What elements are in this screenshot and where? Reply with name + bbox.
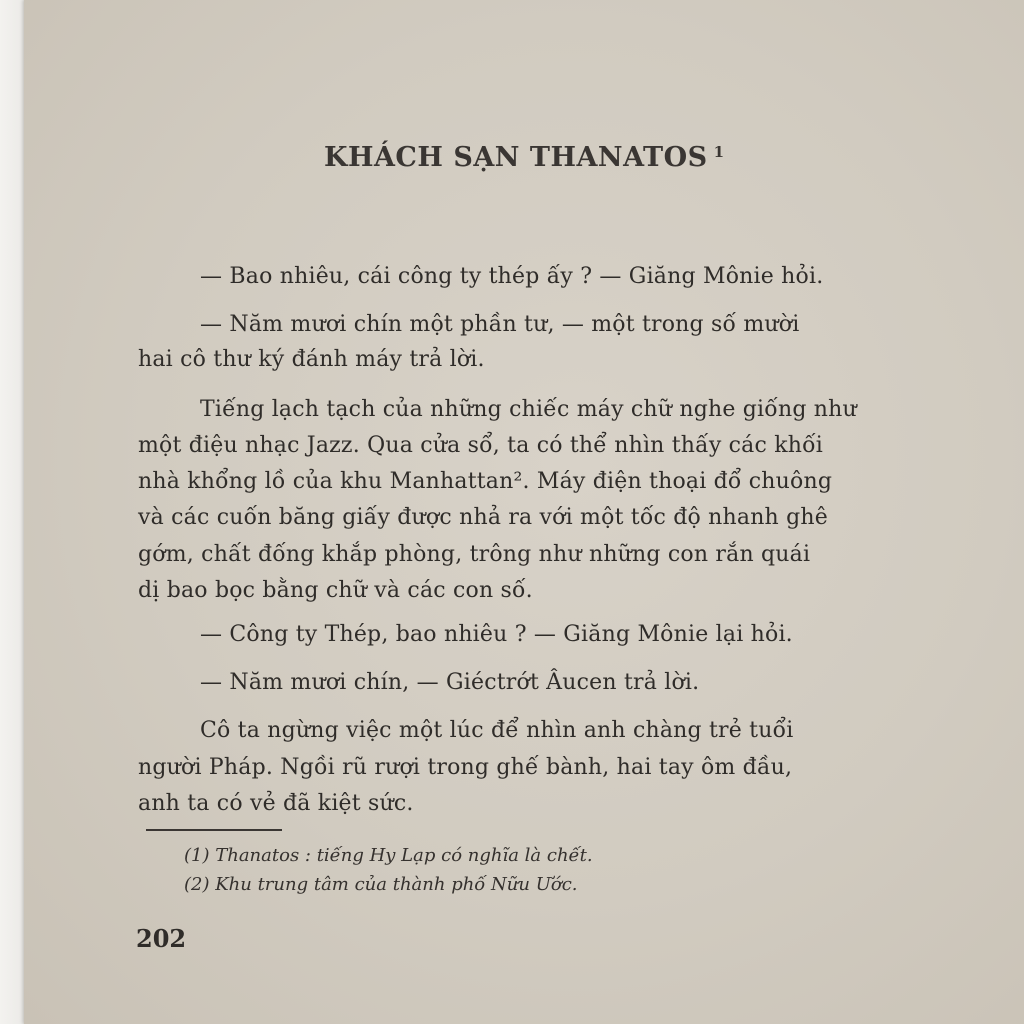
body-line: một điệu nhạc Jazz. Qua cửa sổ, ta có thể nhìn thấy các khối <box>138 433 824 458</box>
body-line: người Pháp. Ngồi rũ rượi trong ghế bành, hai tay ôm đầu, <box>138 755 793 780</box>
body-line: và các cuốn băng giấy được nhả ra với một tốc độ nhanh ghê <box>138 505 828 530</box>
body-line: — Năm mươi chín, — Giéctrớt Âucen trả lời. <box>200 670 700 695</box>
body-line: hai cô thư ký đánh máy trả lời. <box>138 347 485 372</box>
body-line: gớm, chất đống khắp phòng, trông như những con rắn quái <box>138 542 811 567</box>
footnote-divider <box>146 829 282 831</box>
footnote: (2) Khu trung tâm của thành phố Nữu Ước. <box>184 874 578 895</box>
body-line: nhà khổng lồ của khu Manhattan². Máy điện thoại đổ chuông <box>138 469 833 494</box>
chapter-title-text: KHÁCH SẠN THANATOS <box>324 142 708 173</box>
footnote-mark: 1 <box>713 143 725 161</box>
book-page <box>24 0 1024 1024</box>
body-line: dị bao bọc bằng chữ và các con số. <box>138 578 533 603</box>
body-line: Cô ta ngừng việc một lúc để nhìn anh chàng trẻ tuổi <box>200 718 794 743</box>
body-line: Tiếng lạch tạch của những chiếc máy chữ nghe giống như <box>200 397 857 422</box>
page-number: 202 <box>136 924 187 953</box>
body-line: — Năm mươi chín một phần tư, — một trong số mười <box>200 312 800 337</box>
body-line: — Công ty Thép, bao nhiêu ? — Giăng Mônie lại hỏi. <box>200 622 793 647</box>
body-line: anh ta có vẻ đã kiệt sức. <box>138 791 414 816</box>
chapter-title <box>324 142 804 173</box>
body-line: — Bao nhiêu, cái công ty thép ấy ? — Giăng Mônie hỏi. <box>200 264 824 289</box>
footnote: (1) Thanatos : tiếng Hy Lạp có nghĩa là chết. <box>184 845 593 866</box>
